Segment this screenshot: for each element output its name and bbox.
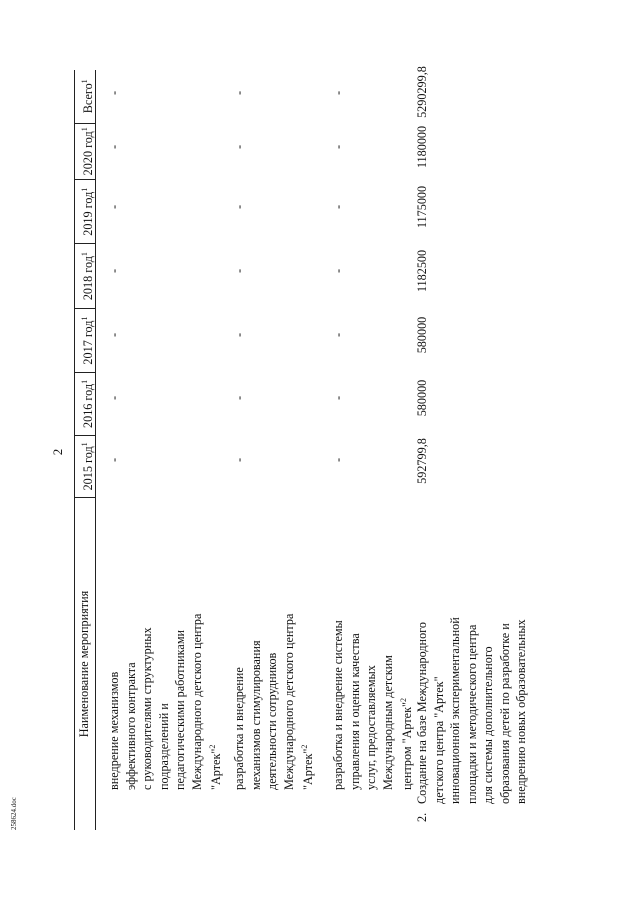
value-2020: - xyxy=(331,144,345,150)
header-2019: 2019 год$^1$ xyxy=(75,179,95,243)
value-2016: - xyxy=(331,395,345,401)
value-2018: - xyxy=(107,268,121,274)
value-2015: - xyxy=(232,457,246,463)
header-2018: 2018 год$^1$ xyxy=(75,243,95,307)
value-2015: - xyxy=(107,457,121,463)
row-name: внедрение механизмов эффективного контракта с руководителями структурных подразделений и педагогическими работниками Международного детского центра "Артек"$^2$ xyxy=(107,613,224,790)
header-total: Всего$^1$ xyxy=(80,79,95,114)
value-2020: 1180000 xyxy=(415,125,429,169)
value-2019: - xyxy=(232,204,246,210)
value-2016: - xyxy=(232,395,246,401)
value-2017: - xyxy=(232,332,246,338)
value-total: - xyxy=(232,90,246,96)
value-2020: - xyxy=(107,144,121,150)
value-2018: 1182500 xyxy=(415,249,429,293)
value-2019: - xyxy=(331,204,345,210)
value-2016: - xyxy=(107,395,121,401)
value-2018: - xyxy=(331,268,345,274)
value-2017: - xyxy=(107,332,121,338)
row-name: разработка и внедрение системы управления и оценки качества услуг, предоставляемых Международным детским центром "Артек"$^2$ xyxy=(331,620,415,790)
value-2016: 580000 xyxy=(415,379,429,417)
value-total: 5290299,8 xyxy=(415,66,429,118)
header-2016: 2016 год$^1$ xyxy=(75,372,95,434)
value-total: - xyxy=(107,90,121,96)
value-2019: 1175000 xyxy=(415,185,429,229)
budget-table xyxy=(74,40,534,830)
header-2017: 2017 год$^1$ xyxy=(75,308,95,372)
document-code: 258624.doc xyxy=(10,797,18,830)
value-2017: - xyxy=(331,332,345,338)
header-2020: 2020 год$^1$ xyxy=(75,123,95,179)
table-header xyxy=(74,70,96,830)
value-2015: - xyxy=(331,457,345,463)
value-total: - xyxy=(331,90,345,96)
page-number: 2 xyxy=(50,448,65,456)
value-2018: - xyxy=(232,268,246,274)
value-2019: - xyxy=(107,204,121,210)
row-name: разработка и внедрение механизмов стимулирования деятельности сотрудников Международного детского центра "Артек"$^2$ xyxy=(232,613,316,790)
value-2015: 592799,8 xyxy=(415,438,429,484)
row-name: Создание на базе Международного детского центра "Артек" инновационной экспериментальной площадки и методического центра для системы дополнительного образования детей по разработке и внедрению новых образовательных xyxy=(415,617,528,804)
value-2020: - xyxy=(232,144,246,150)
value-2017: 580000 xyxy=(415,316,429,354)
header-name: Наименование мероприятия xyxy=(75,497,95,830)
header-2015: 2015 год$^1$ xyxy=(75,435,95,497)
row-index: 2. xyxy=(415,812,429,822)
